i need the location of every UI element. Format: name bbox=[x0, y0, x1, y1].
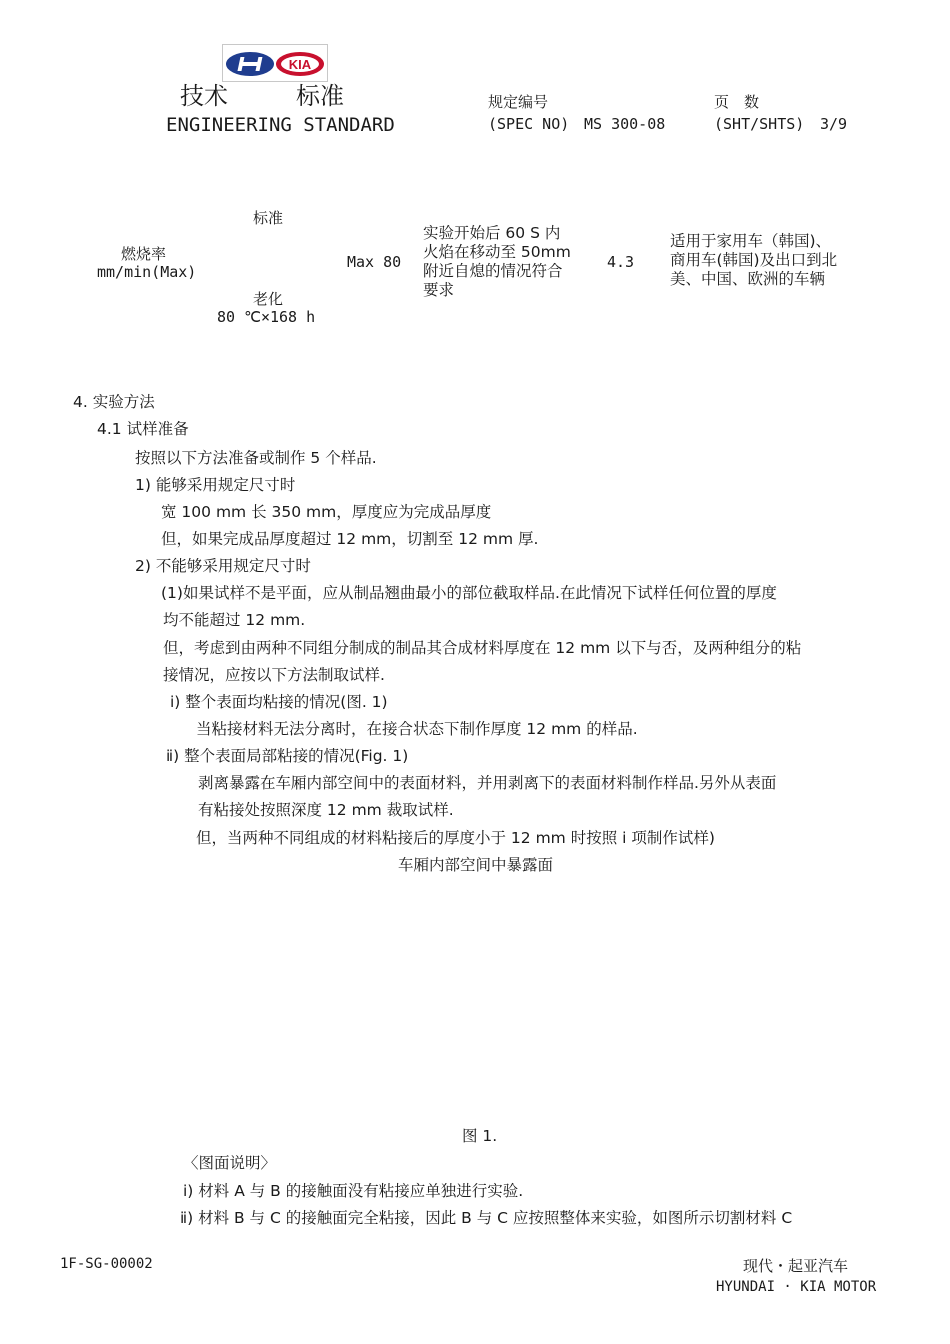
applicability-line: 美、中国、欧洲的车辆 bbox=[670, 270, 826, 288]
requirement-note-line: 实验开始后 60 S 内 bbox=[423, 224, 561, 242]
page-number: 3/9 bbox=[820, 115, 848, 133]
requirement-note-line: 火焰在移动至 50mm bbox=[423, 243, 571, 261]
section-heading: 4. 实验方法 bbox=[73, 393, 155, 411]
requirement-note bbox=[423, 224, 571, 300]
page-label-en: (SHT/SHTS) bbox=[714, 115, 805, 133]
company-name-en: HYUNDAI · KIA MOTOR bbox=[716, 1279, 877, 1295]
company-name-cn: 现代・起亚汽车 bbox=[743, 1257, 849, 1275]
sub-list-item: ⅰ) 整个表面均粘接的情况(图. 1) bbox=[170, 693, 388, 711]
figure-description-title: 〈图面说明〉 bbox=[183, 1154, 277, 1172]
requirement-note-line: 附近自熄的情况符合 bbox=[423, 262, 563, 280]
body-line: 但，考虑到由两种不同组分制成的制品其合成材料厚度在 12 mm 以下与否，及两种组分的粘 bbox=[163, 639, 802, 657]
spec-label-en: (SPEC NO) bbox=[488, 115, 570, 133]
body-line: 均不能超过 12 mm. bbox=[163, 611, 306, 629]
body-line: 宽 100 mm 长 350 mm，厚度应为完成品厚度 bbox=[161, 503, 492, 521]
body-line: 当粘接材料无法分离时，在接合状态下制作厚度 12 mm 的样品. bbox=[196, 720, 638, 738]
subsection-heading: 4.1 试样准备 bbox=[97, 420, 189, 438]
figure-description-line: ⅰ) 材料 A 与 B 的接触面没有粘接应单独进行实验. bbox=[183, 1182, 524, 1200]
body-line: 但，如果完成品厚度超过 12 mm，切割至 12 mm 厚. bbox=[161, 530, 539, 548]
spec-label-cn: 规定编号 bbox=[488, 93, 549, 111]
condition-standard: 标准 bbox=[253, 209, 284, 227]
requirement-note-line: 要求 bbox=[423, 281, 455, 299]
figure-caption: 图 1. bbox=[462, 1127, 498, 1145]
title-right: 标准 bbox=[296, 82, 344, 110]
title-left: 技术 bbox=[180, 82, 228, 110]
figure-description-line: ⅱ) 材料 B 与 C 的接触面完全粘接，因此 B 与 C 应按照整体来实验，如图所示切割材料 C bbox=[180, 1209, 793, 1227]
body-line: 剥离暴露在车厢内部空间中的表面材料，并用剥离下的表面材料制作样品.另外从表面 bbox=[198, 774, 777, 792]
spec-number: MS 300-08 bbox=[584, 115, 666, 133]
title-en: ENGINEERING STANDARD bbox=[166, 114, 395, 136]
method-reference: 4.3 bbox=[607, 253, 635, 271]
applicability-line: 商用车(韩国)及出口到北 bbox=[670, 251, 838, 269]
body-line: 有粘接处按照深度 12 mm 裁取试样. bbox=[198, 801, 454, 819]
body-line: 接情况，应按以下方法制取试样. bbox=[163, 666, 385, 684]
figure-label: 车厢内部空间中暴露面 bbox=[398, 856, 554, 874]
form-number: 1F-SG-00002 bbox=[60, 1256, 153, 1272]
condition-aging: 老化 bbox=[253, 290, 284, 308]
sub-list-item: ⅱ) 整个表面局部粘接的情况(Fig. 1) bbox=[166, 747, 409, 765]
item-name: 燃烧率 bbox=[121, 245, 167, 263]
applicability bbox=[670, 232, 837, 289]
kia-wordmark: KIA bbox=[288, 57, 312, 72]
applicability-line: 适用于家用车（韩国)、 bbox=[670, 232, 832, 250]
list-item-heading: 2) 不能够采用规定尺寸时 bbox=[135, 557, 311, 575]
condition-aging-detail: 80 ℃×168 h bbox=[217, 308, 316, 326]
body-line: 按照以下方法准备或制作 5 个样品. bbox=[135, 449, 377, 467]
page-label-cn: 页 数 bbox=[714, 93, 760, 111]
body-line: (1)如果试样不是平面，应从制品翘曲最小的部位截取样品.在此情况下试样任何位置的厚度 bbox=[161, 584, 777, 602]
body-line: 但，当两种不同组成的材料粘接后的厚度小于 12 mm 时按照 i 项制作试样) bbox=[196, 829, 715, 847]
item-unit: mm/min(Max) bbox=[97, 263, 197, 281]
list-item-heading: 1) 能够采用规定尺寸时 bbox=[135, 476, 296, 494]
spec-value: Max 80 bbox=[347, 253, 402, 271]
